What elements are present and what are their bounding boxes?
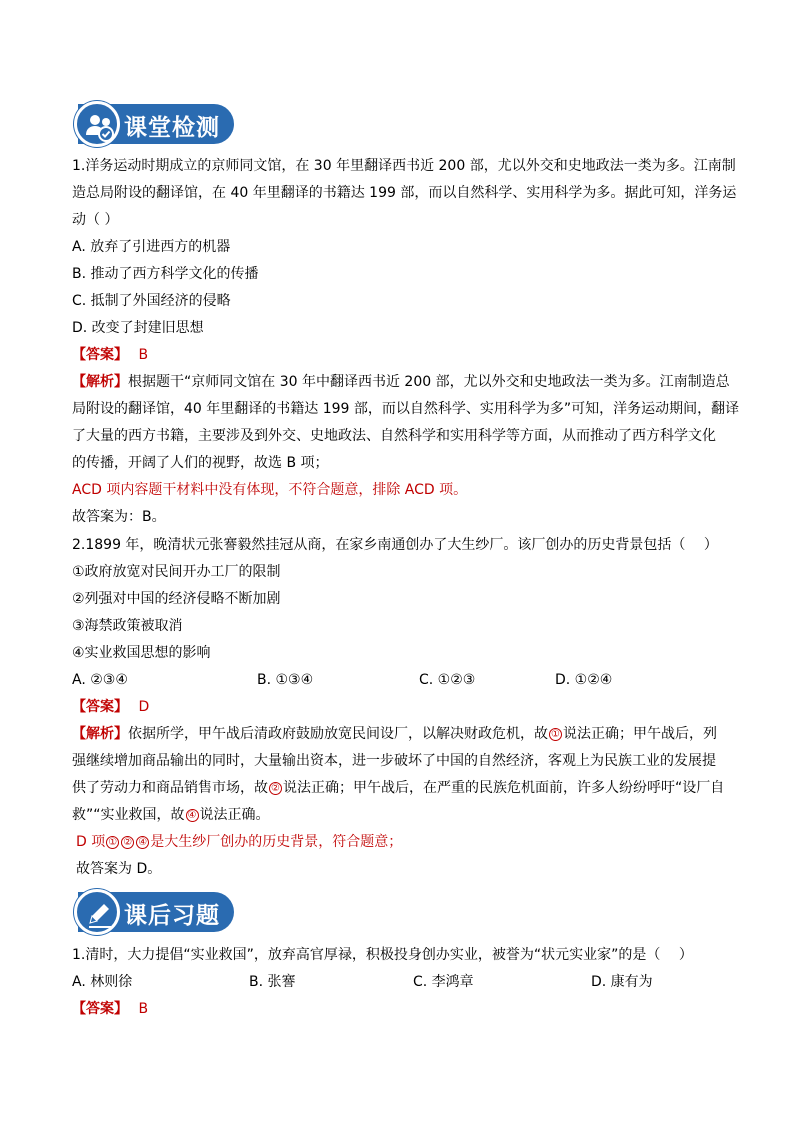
q1-stem-line-3: 动（ ）	[72, 212, 119, 228]
answer-label: 【答案】	[72, 347, 128, 363]
section-banner-class-test	[74, 101, 234, 147]
answer-value: D	[138, 699, 150, 715]
q3-option-b: B. 张謇	[249, 974, 296, 990]
q1-answer	[72, 346, 148, 364]
banner-circle	[74, 889, 120, 935]
q2-item-2: ②列强对中国的经济侵略不断加剧	[72, 591, 281, 607]
analysis-text: 根据题干“京师同文馆在 30 年中翻译西书近 200 部，尤以外交和史地政法一类为多。江南制造总	[128, 374, 730, 390]
q1-analysis-line-1	[72, 373, 730, 391]
analysis-text: D 项	[76, 834, 106, 850]
q3-answer	[72, 1000, 148, 1018]
analysis-text: 依据所学，甲午战后清政府鼓励放宽民间设厂，以解决财政危机，故	[128, 726, 548, 742]
circled-number: ②	[269, 782, 282, 795]
q2-analysis-line-3	[72, 779, 724, 797]
analysis-label: 【解析】	[72, 374, 128, 390]
q1-analysis-line-3: 了大量的西方书籍，主要涉及到外交、史地政法、自然科学和实用科学等方面，从而推动了西方科学文化	[72, 428, 716, 444]
analysis-text: 救”“实业救国，故	[72, 807, 185, 823]
section-title: 课堂检测	[124, 115, 220, 141]
analysis-label: 【解析】	[72, 726, 128, 742]
answer-label: 【答案】	[72, 699, 128, 715]
people-check-icon	[84, 111, 116, 143]
q2-option-a: A. ②③④	[72, 672, 128, 688]
analysis-text: 是大生纱厂创办的历史背景，符合题意；	[150, 834, 403, 850]
q1-option-b: B. 推动了西方科学文化的传播	[72, 266, 259, 282]
q1-option-c: C. 抵制了外国经济的侵略	[72, 293, 231, 309]
q1-analysis-line-4: 的传播，开阔了人们的视野，故选 B 项；	[72, 455, 329, 471]
banner-circle	[74, 101, 120, 147]
circled-number: ②	[121, 836, 134, 849]
answer-value: B	[138, 1001, 149, 1017]
q3-option-d: D. 康有为	[591, 974, 653, 990]
q1-conclusion: 故答案为：B。	[72, 509, 166, 525]
circled-number: ④	[186, 809, 199, 822]
q2-option-b: B. ①③④	[257, 672, 314, 688]
analysis-text: 说法正确；甲午战后，列	[563, 726, 717, 742]
q2-item-1: ①政府放宽对民间开办工厂的限制	[72, 564, 281, 580]
q3-stem: 1.清时，大力提倡“实业救国”，放弃高官厚禄，积极投身创办实业，被誉为“状元实业家”的是（ ）	[72, 947, 693, 963]
q2-stem: 2.1899 年，晚清状元张謇毅然挂冠从商，在家乡南通创办了大生纱厂。该厂创办的历史背景包括（ ）	[72, 537, 718, 553]
q2-analysis-line-2: 强继续增加商品输出的同时，大量输出资本，进一步破坏了中国的自然经济，客观上为民族工业的发展提	[72, 753, 716, 769]
q3-option-a: A. 林则徐	[72, 974, 133, 990]
section-title: 课后习题	[124, 903, 220, 929]
pencil-icon	[84, 899, 116, 931]
analysis-text: 说法正确。	[199, 807, 270, 823]
q2-analysis-line-1	[72, 725, 717, 743]
q2-answer	[72, 698, 149, 716]
answer-value: B	[138, 347, 149, 363]
circled-number: ④	[136, 836, 149, 849]
circled-number: ①	[549, 728, 562, 741]
q2-item-4: ④实业救国思想的影响	[72, 645, 211, 661]
q2-option-c: C. ①②③	[419, 672, 476, 688]
q2-d-line	[76, 833, 402, 851]
q1-analysis-red: ACD 项内容题干材料中没有体现，不符合题意，排除 ACD 项。	[72, 482, 468, 498]
q1-stem-line-2: 造总局附设的翻译馆，在 40 年里翻译的书籍达 199 部，而以自然科学、实用科学为多。据此可知，洋务运	[72, 185, 737, 201]
q1-option-d: D. 改变了封建旧思想	[72, 320, 204, 336]
section-banner-homework	[74, 889, 234, 935]
q1-stem-line-1: 1.洋务运动时期成立的京师同文馆，在 30 年里翻译西书近 200 部，尤以外交和史地政法一类为多。江南制	[72, 158, 736, 174]
q3-option-c: C. 李鸿章	[413, 974, 474, 990]
answer-label: 【答案】	[72, 1001, 128, 1017]
q2-conclusion: 故答案为 D。	[76, 861, 162, 877]
q2-item-3: ③海禁政策被取消	[72, 618, 183, 634]
analysis-text: 供了劳动力和商品销售市场，故	[72, 780, 268, 796]
q1-analysis-line-2: 局附设的翻译馆，40 年里翻译的书籍达 199 部，而以自然科学、实用科学为多”可知，洋务运动期间，翻译	[72, 401, 740, 417]
circled-number: ①	[106, 836, 119, 849]
q2-option-d: D. ①②④	[555, 672, 613, 688]
q1-option-a: A. 放弃了引进西方的机器	[72, 239, 231, 255]
q2-analysis-line-4	[72, 806, 270, 824]
analysis-text: 说法正确；甲午战后，在严重的民族危机面前，许多人纷纷呼吁“设厂自	[283, 780, 725, 796]
